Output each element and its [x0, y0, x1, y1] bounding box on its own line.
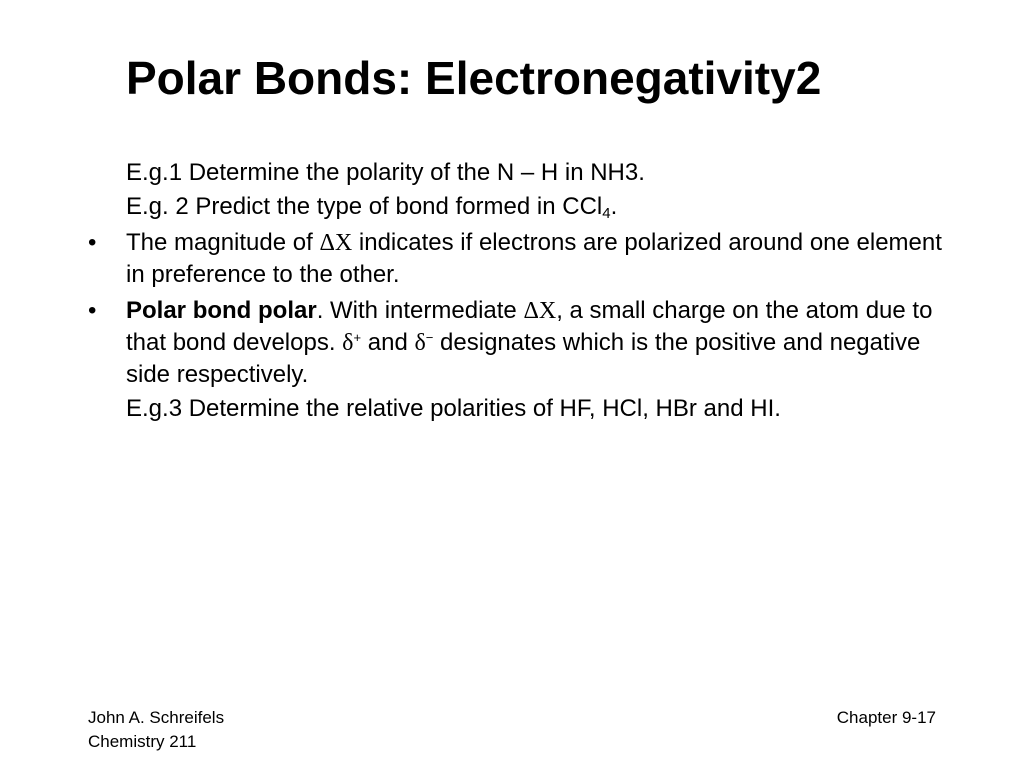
bullet-magnitude [88, 227, 948, 291]
example-3 [88, 393, 948, 425]
footer-left [88, 706, 224, 754]
bullet-2-text-4: designates which is the positive and negative side respectively. [126, 329, 921, 388]
example-1-text: E.g.1 Determine the polarity of the N – H in NH3. [126, 159, 645, 186]
slide-body [88, 157, 948, 425]
delta-plus-symbol: δ [342, 330, 354, 356]
footer-chapter: Chapter 9-17 [836, 708, 936, 727]
bullet-polar-bond [88, 295, 948, 391]
delta-minus-symbol: δ [414, 330, 426, 356]
footer-right [837, 706, 936, 730]
delta-x-symbol: ΔX [319, 230, 353, 256]
example-1 [88, 157, 948, 189]
example-2 [88, 191, 948, 223]
slide-title: Polar Bonds: Electronegativity2 [126, 52, 822, 104]
footer-author: John A. Schreifels [88, 708, 225, 727]
bullet-marker: • [88, 297, 97, 324]
footer-course: Chemistry 211 [88, 732, 197, 751]
example-2-subscript: 4 [602, 205, 611, 222]
bullet-2-text-1: . With intermediate [316, 297, 524, 324]
example-3-text: E.g.3 Determine the relative polarities of HF, HCl, HBr and HI. [126, 395, 781, 422]
example-2-period: . [610, 193, 618, 220]
bullet-2-text-2: , a small charge on the atom due to that bond develops. [126, 297, 933, 356]
bullet-marker: • [88, 229, 97, 256]
bullet-1-text-start: The magnitude of [126, 229, 320, 256]
bullet-1-text-end: indicates if electrons are polarized around one element in preference to the other. [126, 229, 942, 288]
bullet-2-text-3: and [361, 329, 415, 356]
delta-x-symbol: ΔX [523, 298, 557, 324]
minus-superscript: − [425, 330, 434, 345]
example-2-text: E.g. 2 Predict the type of bond formed in CCl [126, 193, 603, 220]
polar-bond-term: Polar bond polar [126, 297, 317, 324]
plus-superscript: + [353, 330, 362, 345]
